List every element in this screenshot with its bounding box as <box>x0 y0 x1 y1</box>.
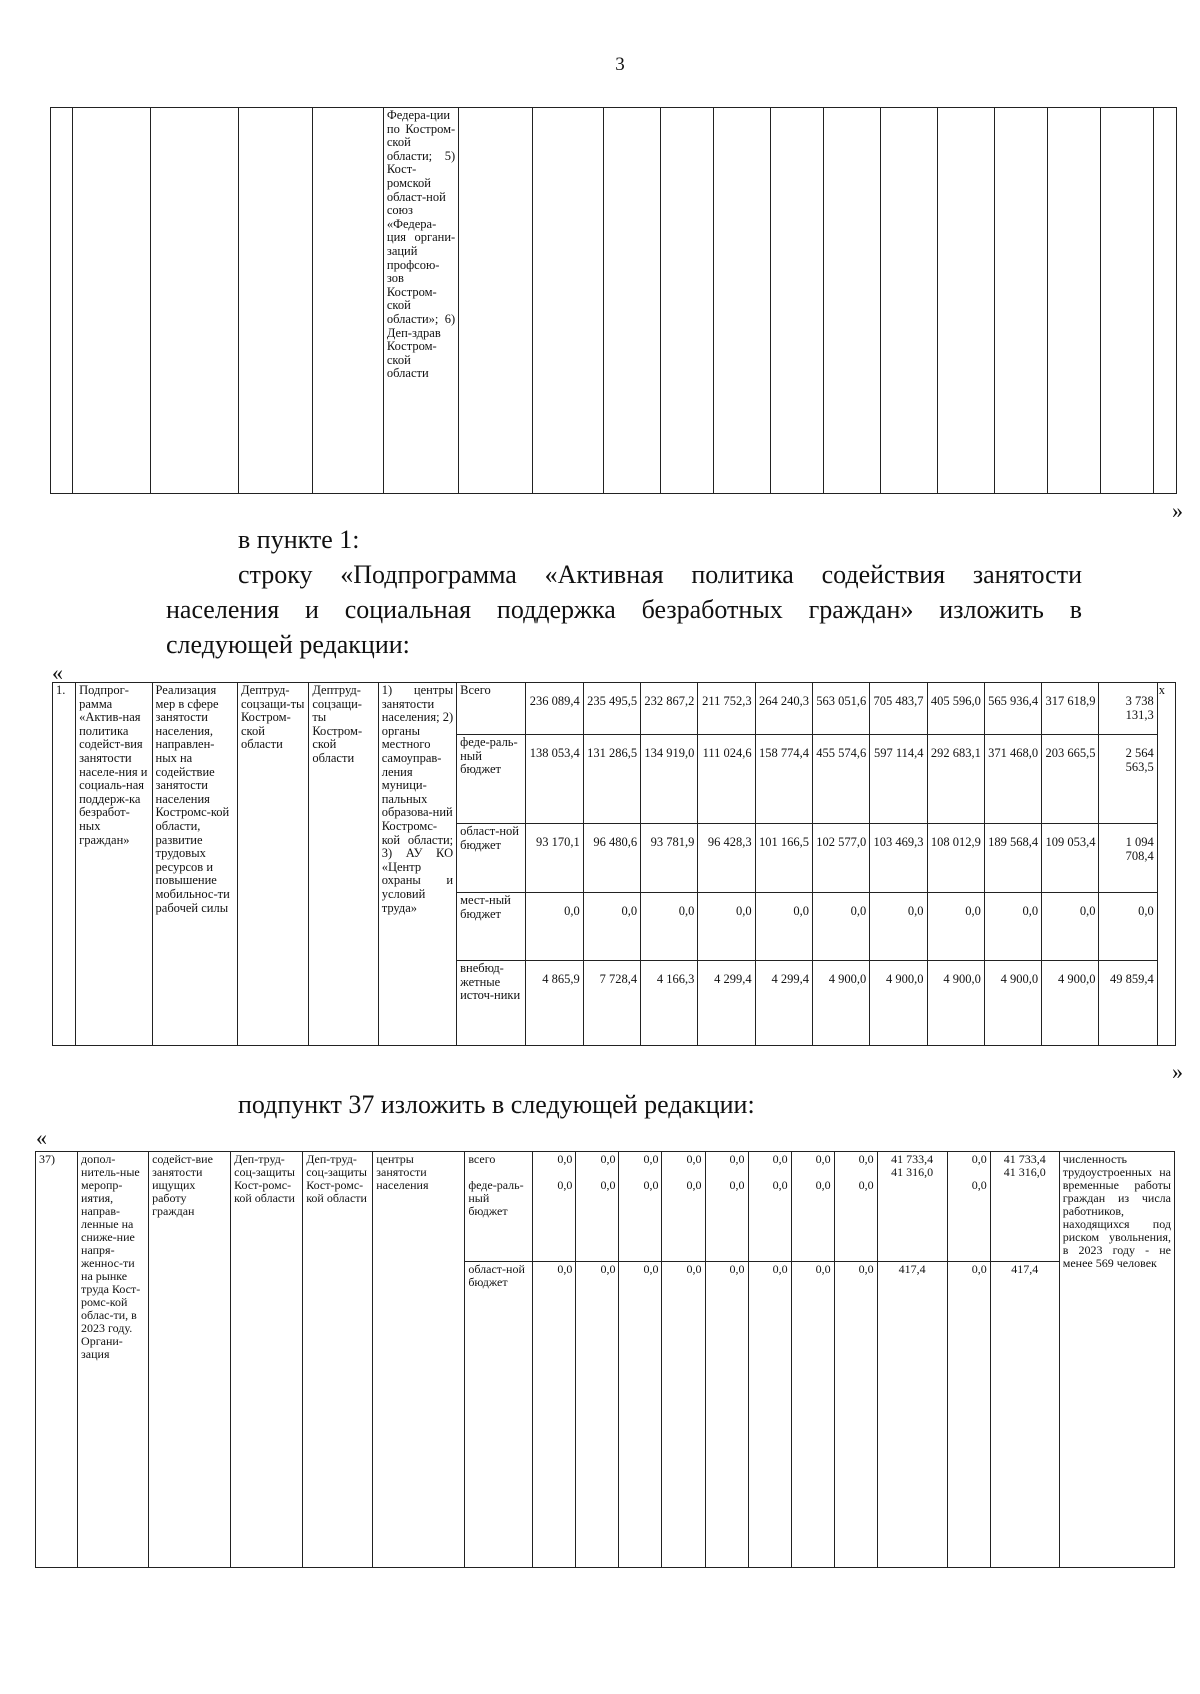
value-cell: 93 170,1 <box>526 824 583 893</box>
total-cell: 417,4 <box>990 1262 1059 1568</box>
value-cell: 0,0 0,0 <box>662 1152 705 1262</box>
value-cell: 0,0 <box>641 893 698 961</box>
value-cell: 0,0 <box>984 893 1041 961</box>
responsible-executor: Деп-труд-соц-защиты Кост-ромс-кой области <box>231 1152 303 1568</box>
cell <box>1047 108 1100 494</box>
value-cell: 211 752,3 <box>698 683 755 735</box>
cell <box>459 108 532 494</box>
value-cell: 0,0 0,0 <box>791 1152 834 1262</box>
value-cell: 405 596,0 <box>927 683 984 735</box>
subprogram-goal: Реализация мер в сфере занятости населения, направлен-ных на содействие занятости населения Костромс-кой области, развитие трудовых ресурсов и повышение мобильнос-ти рабочей силы <box>152 683 237 1046</box>
cell <box>532 108 603 494</box>
funding-source-label: всего <box>468 1152 496 1166</box>
value-cell: 4 900,0 <box>870 961 927 1046</box>
value-cell: 7 728,4 <box>583 961 640 1046</box>
value-cell: 0,0 0,0 <box>834 1152 877 1262</box>
paragraph-line: строку «Подпрограмма «Активная политика содействия занятости <box>238 560 1082 589</box>
funding-source: Всего <box>457 683 526 735</box>
value-cell: 705 483,7 <box>870 683 927 735</box>
value-cell: 0,0 <box>812 893 869 961</box>
value-cell: 4 299,4 <box>698 961 755 1046</box>
value-cell: 563 051,6 <box>812 683 869 735</box>
value-cell: 0,0 0,0 <box>576 1152 619 1262</box>
value-cell: 111 024,6 <box>698 735 755 824</box>
funding-source: мест-ный бюджет <box>457 893 526 961</box>
page-number: 3 <box>615 54 625 75</box>
cell <box>150 108 239 494</box>
value-cell: 0,0 <box>705 1262 748 1568</box>
total-cell: 0,0 <box>1099 893 1157 961</box>
measure-name: допол-нитель-ные меропр-иятия, направ-ленные на сниже-ние напря-женнос-ти на рынке труда Кост-ромс-кой облас-ти, в 2023 году. Органи-зация <box>78 1152 149 1568</box>
value-cell: 131 286,5 <box>583 735 640 824</box>
value-cell: 0,0 <box>870 893 927 961</box>
value-cell: 189 568,4 <box>984 824 1041 893</box>
funding-source: област-ной бюджет <box>465 1262 533 1568</box>
value-cell: 0,0 <box>834 1262 877 1568</box>
total-cell: 2 564 563,5 <box>1099 735 1157 824</box>
cell <box>1154 108 1177 494</box>
closing-quote: » <box>1172 1059 1183 1084</box>
total-cell: 41 733,4 41 316,0 <box>990 1152 1059 1262</box>
cell <box>660 108 713 494</box>
funding-source-label: феде-раль-ный бюджет <box>468 1178 524 1218</box>
continuation-table <box>50 107 1177 494</box>
value-cell: 203 665,5 <box>1042 735 1099 824</box>
cell <box>312 108 383 494</box>
value-cell: 0,0 <box>698 893 755 961</box>
funding-source: внебюд-жетные источ-ники <box>457 961 526 1046</box>
value-cell: 158 774,4 <box>755 735 812 824</box>
value-cell: 235 495,5 <box>583 683 640 735</box>
participants: центры занятости населения <box>373 1152 465 1568</box>
opening-quote: « <box>36 1125 47 1150</box>
value-cell: 138 053,4 <box>526 735 583 824</box>
cell <box>603 108 660 494</box>
value-cell: 4 166,3 <box>641 961 698 1046</box>
closing-quote: » <box>1172 498 1183 523</box>
value-cell: 232 867,2 <box>641 683 698 735</box>
value-cell: 4 900,0 <box>927 961 984 1046</box>
responsible-executor: Дептруд-соцзащи-ты Костром-ской области <box>237 683 308 1046</box>
value-cell: 4 865,9 <box>526 961 583 1046</box>
value-cell: 0,0 <box>526 893 583 961</box>
cell <box>1100 108 1154 494</box>
row-number: 37) <box>36 1152 78 1568</box>
value-cell: 0,0 0,0 <box>748 1152 791 1262</box>
value-cell: 102 577,0 <box>812 824 869 893</box>
cell <box>239 108 312 494</box>
value-cell: 0,0 <box>576 1262 619 1568</box>
value-cell: 93 781,9 <box>641 824 698 893</box>
row-number: 1. <box>53 683 76 1046</box>
value-cell: 4 900,0 <box>812 961 869 1046</box>
value-cell: 264 240,3 <box>755 683 812 735</box>
coordinator: Деп-труд-соц-защиты Кост-ромс-кой области <box>303 1152 373 1568</box>
value-cell: 41 733,4 41 316,0 <box>877 1152 947 1262</box>
cell <box>51 108 73 494</box>
funding-source: област-ной бюджет <box>457 824 526 893</box>
cell <box>770 108 823 494</box>
value-cell: 417,4 <box>877 1262 947 1568</box>
total-cell: 3 738 131,3 <box>1099 683 1157 735</box>
value-cell: 0,0 0,0 <box>619 1152 662 1262</box>
value-cell: 4 299,4 <box>755 961 812 1046</box>
value-cell: 597 114,4 <box>870 735 927 824</box>
total-cell: 49 859,4 <box>1099 961 1157 1046</box>
last-column: х <box>1157 683 1175 1046</box>
paragraph-line: населения и социальная поддержка безработных граждан» изложить в <box>166 595 1082 624</box>
value-cell: 0,0 <box>583 893 640 961</box>
measure-goal: содейст-вие занятости ищущих работу граждан <box>149 1152 231 1568</box>
funding-source <box>465 1152 533 1262</box>
value-cell: 317 618,9 <box>1042 683 1099 735</box>
paragraph-line: следующей редакции: <box>166 630 410 659</box>
value-cell: 0,0 <box>533 1262 576 1568</box>
cell <box>994 108 1047 494</box>
value-cell: 109 053,4 <box>1042 824 1099 893</box>
value-cell: 101 166,5 <box>755 824 812 893</box>
subprogram-table <box>52 682 1176 1046</box>
value-cell: 103 469,3 <box>870 824 927 893</box>
value-cell: 0,0 <box>927 893 984 961</box>
value-cell: 0,0 <box>1042 893 1099 961</box>
value-cell: 455 574,6 <box>812 735 869 824</box>
cell <box>880 108 937 494</box>
value-cell: 236 089,4 <box>526 683 583 735</box>
cell <box>937 108 994 494</box>
value-cell: 0,0 0,0 <box>947 1152 990 1262</box>
cell <box>823 108 880 494</box>
value-cell: 0,0 <box>791 1262 834 1568</box>
value-cell: 134 919,0 <box>641 735 698 824</box>
value-cell: 0,0 <box>619 1262 662 1568</box>
value-cell: 0,0 0,0 <box>705 1152 748 1262</box>
paragraph-line: подпункт 37 изложить в следующей редакции: <box>238 1090 755 1119</box>
coordinator: Дептруд-соцзащи-ты Костром-ской области <box>309 683 378 1046</box>
opening-quote: « <box>52 660 63 685</box>
value-cell: 0,0 <box>748 1262 791 1568</box>
cell <box>713 108 770 494</box>
value-cell: 565 936,4 <box>984 683 1041 735</box>
subprogram-name: Подпрог-рамма «Актив-ная политика содейст-вия занятости населе-ния и социаль-ная поддерж-ка безработ-ных граждан» <box>76 683 152 1046</box>
value-cell: 0,0 <box>947 1262 990 1568</box>
funding-source: феде-раль-ный бюджет <box>457 735 526 824</box>
expected-result: численность трудоустроенных на временные работы граждан из числа работников, находящихся под риском увольнения, в 2023 году - не менее 569 человек <box>1059 1152 1174 1568</box>
value-cell: 4 900,0 <box>1042 961 1099 1046</box>
item-37-table <box>35 1151 1175 1568</box>
value-cell: 4 900,0 <box>984 961 1041 1046</box>
value-cell: 0,0 <box>755 893 812 961</box>
value-cell: 0,0 0,0 <box>533 1152 576 1262</box>
total-cell: 1 094 708,4 <box>1099 824 1157 893</box>
paragraph-line: в пункте 1: <box>238 525 360 554</box>
value-cell: 371 468,0 <box>984 735 1041 824</box>
value-cell: 292 683,1 <box>927 735 984 824</box>
value-cell: 96 480,6 <box>583 824 640 893</box>
value-cell: 96 428,3 <box>698 824 755 893</box>
participants: 1) центры занятости населения; 2) органы местного самоуправ-ления муници-пальных образова-ний Костромс-кой области; 3) АУ КО «Центр охраны и условий труда» <box>378 683 456 1046</box>
executors-cell: Федера-ции по Костром-ской области; 5) Кост-ромской област-ной союз «Федера-ция органи-заций профсою-зов Костром-ской области»; 6) Деп-здрав Костром-ской области <box>383 108 458 494</box>
cell <box>73 108 150 494</box>
value-cell: 108 012,9 <box>927 824 984 893</box>
value-cell: 0,0 <box>662 1262 705 1568</box>
